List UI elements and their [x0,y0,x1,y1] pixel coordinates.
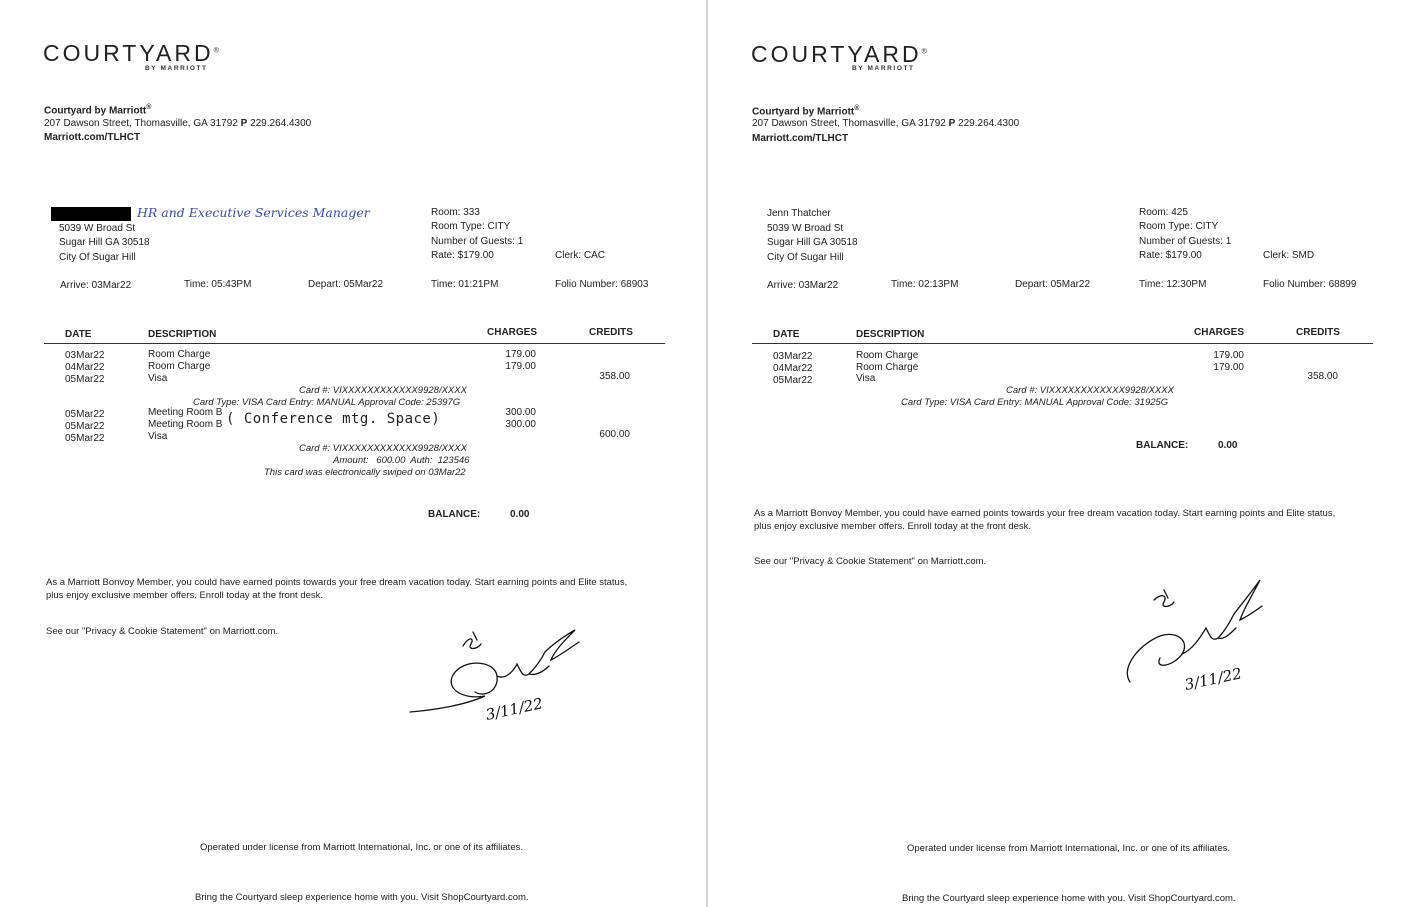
logo-brand: COURTYARD [751,41,922,67]
balance-value: 0.00 [510,509,530,520]
row-credits: 600.00 [599,429,630,440]
row-charges: 179.00 [505,349,536,360]
courtyard-logo [751,41,927,68]
license-notice: Operated under license from Marriott International, Inc. or one of its affiliates. [907,843,1230,854]
signature-date: 3/11/22 [1183,664,1244,694]
row-description: Room Charge [856,362,919,373]
redacted-guest-name [51,207,131,221]
row-credits: 358.00 [599,371,630,382]
row-credits: 358.00 [1307,371,1338,382]
hotel-reg-mark: ® [146,104,152,111]
logo-brand: COURTYARD [43,40,214,66]
courtyard-logo [43,40,219,67]
hotel-address: 207 Dawson Street, Thomasville, GA 31792 [44,118,238,129]
row-charges: 300.00 [505,407,536,418]
guest-organization: City Of Sugar Hill [767,252,844,263]
arrive-time: Time: 05:43PM [184,279,252,290]
logo-subtitle: BY MARRIOTT [852,65,915,72]
arrive-date: Arrive: 03Mar22 [60,280,132,291]
folio-page-right [708,0,1414,907]
bonvoy-message: As a Marriott Bonvoy Member, you could have earned points towards your free dream vacation today. Start earning points and Elite status, [46,577,628,588]
handwritten-meeting-note: ( Conference mtg. Space) [226,411,441,427]
hotel-name-text: Courtyard by Marriott [752,106,855,118]
shop-notice: Bring the Courtyard sleep experience home with you. Visit ShopCourtyard.com. [902,893,1236,904]
privacy-statement: See our "Privacy & Cookie Statement" on Marriott.com. [754,556,987,567]
hotel-phone: 229.264.4300 [958,118,1020,129]
guest-organization: City Of Sugar Hill [59,252,136,263]
bonvoy-message-2: plus enjoy exclusive member offers. Enroll today at the front desk. [754,521,1032,532]
signature-image [405,620,595,730]
room-rate: Rate: $179.00 [431,250,494,261]
depart-date: Depart: 05Mar22 [1015,279,1091,290]
balance-value: 0.00 [1218,440,1238,451]
room-type: Room Type: CITY [1139,221,1219,232]
folio-number: Folio Number: 68899 [1263,279,1357,290]
clerk: Clerk: SMD [1263,250,1315,261]
depart-time: Time: 01:21PM [431,279,499,290]
swipe-line: This card was electronically swiped on 03Mar22 [264,467,466,478]
hotel-reg-mark: ® [854,105,860,112]
shop-notice: Bring the Courtyard sleep experience home with you. Visit ShopCourtyard.com. [195,892,529,903]
row-date: 05Mar22 [65,433,105,444]
hotel-phone: 229.264.4300 [250,118,312,129]
row-description: Visa [148,373,168,384]
row-description: Visa [856,373,876,384]
room-type: Room Type: CITY [431,221,511,232]
row-description: Meeting Room B [148,407,223,418]
row-date: 05Mar22 [773,375,813,386]
signature-date: 3/11/22 [484,694,545,724]
balance-label: BALANCE: [1136,440,1189,451]
row-description: Room Charge [148,361,211,372]
balance-label: BALANCE: [428,509,481,520]
col-header-date: DATE [773,329,800,340]
table-header-rule [752,343,1373,344]
card-number-line: Card #: VIXXXXXXXXXXXX9928/XXXX [1006,385,1174,396]
row-description: Visa [148,431,168,442]
privacy-statement: See our "Privacy & Cookie Statement" on Marriott.com. [46,626,279,637]
signature-image [1120,572,1270,702]
row-date: 05Mar22 [65,374,105,385]
hotel-name [44,104,151,116]
card-type-line: Card Type: VISA Card Entry: MANUAL Approval Code: 25397G [193,397,461,408]
row-description: Meeting Room B [148,419,223,430]
col-header-credits: CREDITS [589,327,633,338]
guest-street: 5039 W Broad St [767,223,844,234]
phone-label: P [948,118,956,129]
col-header-date: DATE [65,329,92,340]
clerk: Clerk: CAC [555,250,606,261]
col-header-charges: CHARGES [487,327,538,338]
row-date: 04Mar22 [773,363,813,374]
amount-auth-line: Amount: 600.00 Auth: 123546 [333,455,470,466]
card-type-line: Card Type: VISA Card Entry: MANUAL Approval Code: 31925G [901,397,1169,408]
guest-city: Sugar Hill GA 30518 [767,237,858,248]
row-date: 03Mar22 [773,351,813,362]
col-header-description: DESCRIPTION [856,329,925,340]
card-number-line: Card #: VIXXXXXXXXXXXX9928/XXXX [299,385,467,396]
folio-number: Folio Number: 68903 [555,279,649,290]
col-header-charges: CHARGES [1194,327,1245,338]
handwritten-job-title: HR and Executive Services Manager [137,205,370,220]
depart-date: Depart: 05Mar22 [308,279,384,290]
hotel-website: Marriott.com/TLHCT [752,133,849,144]
col-header-description: DESCRIPTION [148,329,217,340]
hotel-website: Marriott.com/TLHCT [44,132,141,143]
number-of-guests: Number of Guests: 1 [431,236,524,247]
guest-city: Sugar Hill GA 30518 [59,237,150,248]
license-notice: Operated under license from Marriott International, Inc. or one of its affiliates. [200,842,523,853]
number-of-guests: Number of Guests: 1 [1139,236,1232,247]
phone-label: P [240,118,248,129]
bonvoy-message: As a Marriott Bonvoy Member, you could have earned points towards your free dream vacation today. Start earning points and Elite status, [754,508,1336,519]
card-number-line: Card #: VIXXXXXXXXXXXX9928/XXXX [299,443,467,454]
bonvoy-message-2: plus enjoy exclusive member offers. Enroll today at the front desk. [46,590,324,601]
row-charges: 300.00 [505,419,536,430]
row-date: 04Mar22 [65,362,105,373]
logo-subtitle: BY MARRIOTT [145,65,208,72]
hotel-name [752,105,859,117]
room-rate: Rate: $179.00 [1139,250,1202,261]
folio-page-left [0,0,706,907]
hotel-name-text: Courtyard by Marriott [44,105,147,117]
row-charges: 179.00 [1213,350,1244,361]
hotel-address: 207 Dawson Street, Thomasville, GA 31792 [752,118,946,129]
row-charges: 179.00 [505,361,536,372]
row-description: Room Charge [148,349,211,360]
row-date: 03Mar22 [65,350,105,361]
arrive-time: Time: 02:13PM [891,279,959,290]
arrive-date: Arrive: 03Mar22 [767,280,839,291]
row-description: Room Charge [856,350,919,361]
logo-reg-mark: ® [921,48,927,56]
room-number: Room: 425 [1139,207,1188,218]
row-date: 05Mar22 [65,409,105,420]
guest-name: Jenn Thatcher [767,208,831,219]
logo-reg-mark: ® [213,47,219,55]
row-charges: 179.00 [1213,362,1244,373]
hotel-address-line [752,118,1019,129]
row-date: 05Mar22 [65,421,105,432]
room-number: Room: 333 [431,207,480,218]
col-header-credits: CREDITS [1296,327,1340,338]
depart-time: Time: 12:30PM [1139,279,1207,290]
table-header-rule [44,343,665,344]
hotel-address-line [44,118,311,129]
guest-street: 5039 W Broad St [59,223,136,234]
